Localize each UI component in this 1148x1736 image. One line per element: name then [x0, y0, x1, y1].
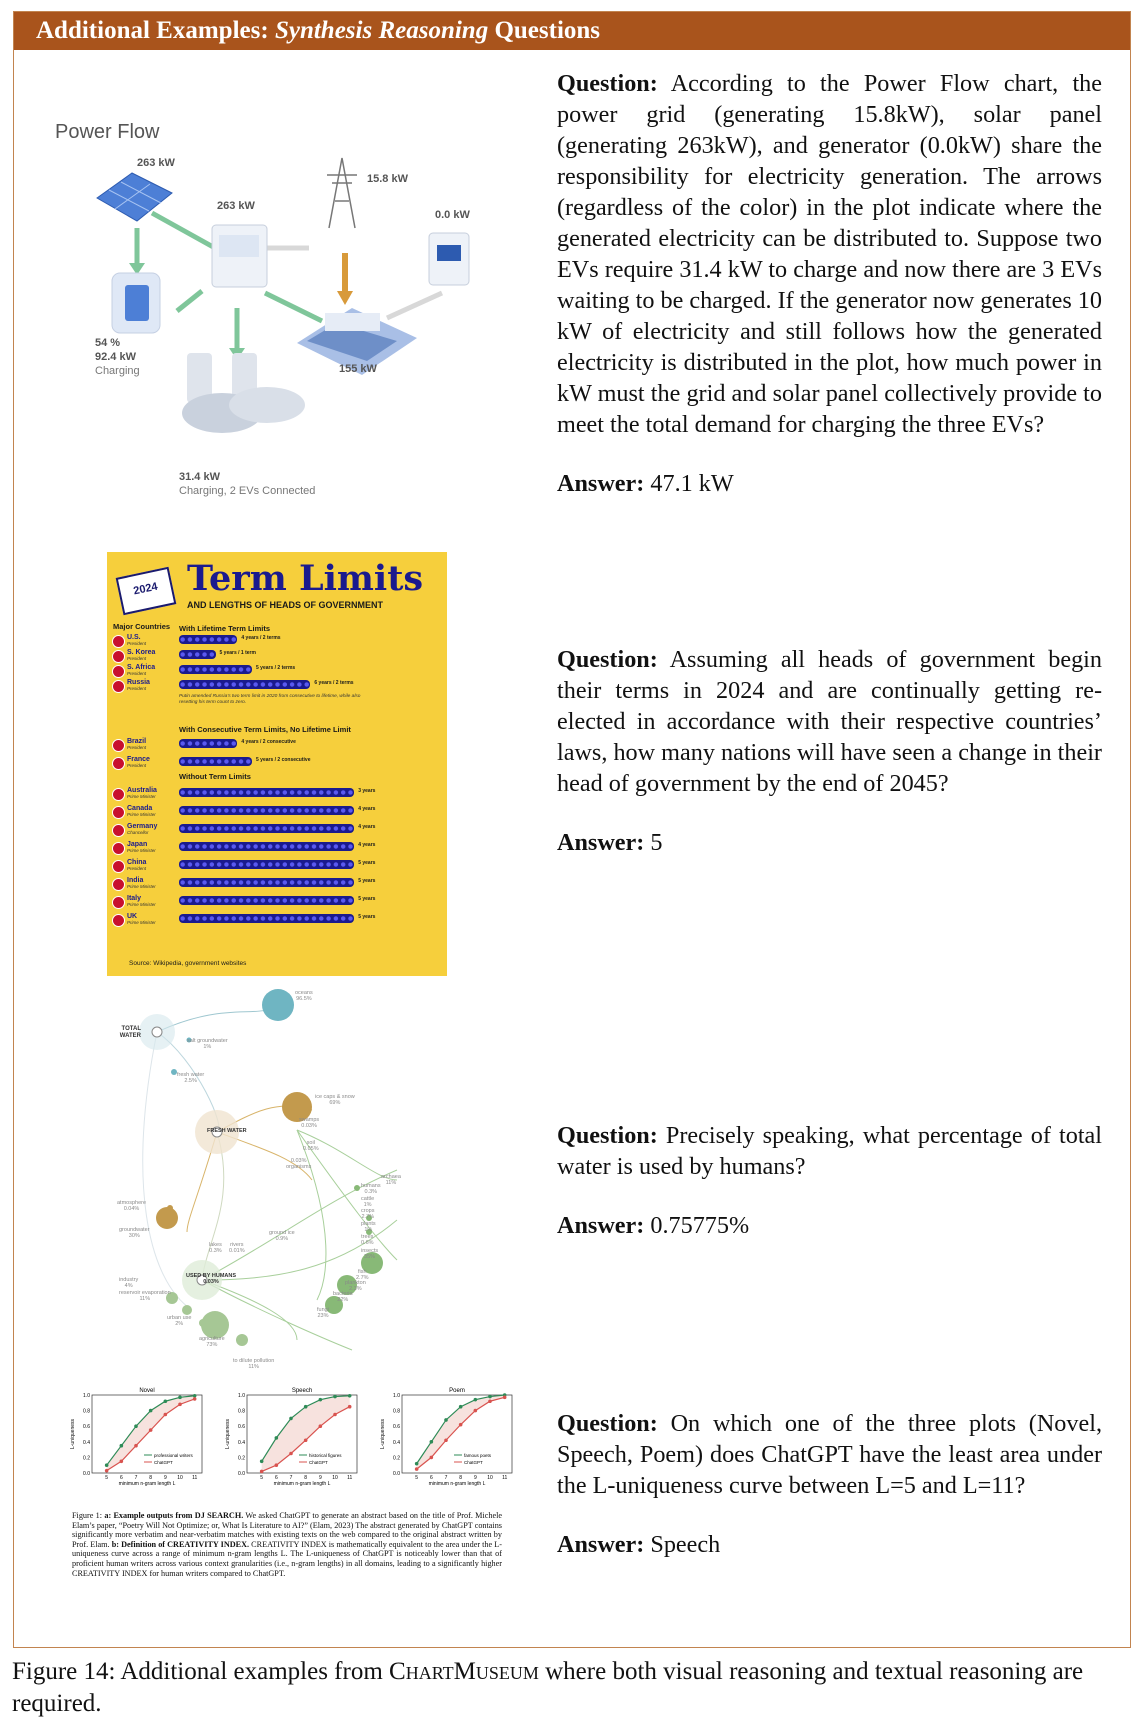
data-point: [134, 1444, 138, 1448]
tl-note: 4 years / 2 terms: [241, 635, 281, 641]
water-node-label: fish 2.7%: [356, 1269, 369, 1281]
water-node-label: cattle 1%: [361, 1196, 375, 1208]
tl-term-bar: [179, 739, 237, 748]
x-tick-label: 5: [415, 1475, 419, 1481]
x-tick-label: 10: [177, 1475, 183, 1481]
data-point: [178, 1396, 182, 1400]
x-tick-label: 8: [304, 1475, 308, 1481]
water-node-label: bacteria 22%: [333, 1291, 353, 1303]
data-point: [120, 1460, 124, 1464]
chart-title: Speech: [291, 1388, 313, 1394]
flag-icon: [112, 635, 125, 648]
question-text: [557, 68, 1102, 440]
question-label: Question:: [557, 646, 658, 673]
answer-body: Speech: [650, 1531, 721, 1558]
data-point: [430, 1440, 434, 1444]
question-body: According to the Power Flow chart, the power grid (generating 15.8kW), solar panel (generating 263kW), and generator (0.0kW) share the responsibility for electricity generation. The arrows (regardless of the color) in the plot indicate where the generated electricity can be distributed to. Suppose two EVs require 31.4 kW to charge and now there are 3 EVs waiting to be charged. If the generator now generates 10 kW of electricity and still follows how the generated electricity is distributed in the plot, how much power in kW must the grid and solar panel collectively provide to meet the total demand for charging the three EVs?: [557, 70, 1102, 438]
water-node-label: USED BY HUMANS 0.03%: [186, 1273, 237, 1285]
water-node-label: plankton 2.3%: [345, 1280, 366, 1292]
header-suffix: Questions: [488, 17, 601, 44]
tl-note: 5 years: [358, 896, 376, 902]
data-point: [459, 1405, 463, 1409]
data-point: [193, 1397, 197, 1401]
water-node-label: salt groundwater 1%: [187, 1038, 228, 1050]
tl-note: 6 years / 2 terms: [314, 680, 354, 686]
water-node-label: oceans 96.5%: [295, 990, 313, 1002]
x-tick-label: 6: [274, 1475, 278, 1481]
x-tick-label: 11: [192, 1475, 198, 1481]
x-tick-label: 6: [429, 1475, 433, 1481]
x-axis-label: minimum n-gram length L: [118, 1481, 176, 1487]
data-point: [474, 1409, 478, 1413]
data-point: [348, 1405, 352, 1409]
water-node-label: lakes 0.3%: [209, 1242, 222, 1254]
water-node-label: ground ice 0.9%: [269, 1230, 295, 1242]
chart-title: Poem: [449, 1388, 465, 1394]
legend-label: historical figures: [309, 1453, 342, 1458]
pf-grid-value: 15.8 kW: [367, 173, 408, 185]
y-tick-label: 0.0: [83, 1471, 90, 1477]
question-body: Assuming all heads of government begin their terms in 2024 and are continually getting re-elected in accordance with their respective countries’ laws, how many nations will have seen a change in their head of government by the end of 2045?: [557, 646, 1102, 797]
y-tick-label: 0.2: [83, 1455, 90, 1462]
water-node-label: agriculture 73%: [199, 1336, 225, 1348]
tl-role: President: [127, 686, 147, 691]
legend-label: professional writers: [154, 1453, 193, 1458]
flag-icon: [112, 788, 125, 801]
water-node-label: plants 1%: [361, 1221, 376, 1233]
water-node-label: trees 0.6%: [361, 1234, 374, 1246]
tl-note: 5 years / 1 term: [219, 650, 256, 656]
water-node-label: rivers 0.01%: [229, 1242, 245, 1254]
tl-country: Germany: [127, 823, 158, 830]
data-point: [488, 1395, 492, 1399]
tl-rows: [107, 622, 447, 962]
data-point: [164, 1399, 168, 1403]
water-node-label: swamps 0.03%: [299, 1117, 320, 1129]
l-uniqueness-panel: [37, 1383, 521, 1623]
x-tick-label: 8: [149, 1475, 153, 1481]
pf-battery-state: Charging: [95, 365, 140, 377]
fig1-b-text: CREATIVITY INDEX is mathematically equivalent to the area under the L-uniqueness curve across a range of minimum n-gram lengths L. The L-uniqueness of ChatGPT is noticeably lower than that of proficient human writers across various context granularities (i.e., n-gram lengths) in all domains, leading to a significantly higher CREATIVITY INDEX for human writers compared to ChatGPT.: [72, 1539, 502, 1578]
tl-note: 4 years / 2 consecutive: [241, 739, 296, 745]
water-node-label: humans 0.3%: [361, 1183, 381, 1195]
tl-role: Prime Minister: [127, 812, 156, 817]
x-tick-label: 6: [119, 1475, 123, 1481]
y-tick-label: 0.2: [238, 1455, 245, 1462]
power-flow-diagram: [37, 113, 521, 511]
tl-country: Russia: [127, 679, 150, 686]
tl-note: 5 years: [358, 860, 376, 866]
tl-term-bar: [179, 878, 354, 887]
data-point: [193, 1394, 197, 1398]
legend-label: ChatGPT: [464, 1460, 483, 1465]
tl-year: 2024: [132, 580, 159, 598]
answer-label: Answer:: [557, 1212, 645, 1239]
tl-role: President: [127, 656, 147, 661]
y-axis-label: L-uniqueness: [225, 1418, 231, 1450]
qa-1: [557, 68, 1102, 499]
water-panel: [107, 980, 450, 1382]
y-tick-label: 0.4: [393, 1439, 400, 1446]
data-point: [164, 1413, 168, 1417]
water-total-label: TOTAL WATER: [119, 1026, 141, 1039]
x-tick-label: 5: [260, 1475, 264, 1481]
tl-country: Canada: [127, 805, 153, 812]
x-tick-label: 7: [444, 1475, 448, 1481]
tl-source: Source: Wikipedia, government websites: [129, 960, 247, 967]
pf-solar-value: 263 kW: [137, 157, 175, 169]
water-node-label: soil 0.05%: [303, 1140, 319, 1152]
y-tick-label: 0.0: [393, 1471, 400, 1477]
tl-term-bar: [179, 757, 252, 766]
data-point: [444, 1418, 448, 1422]
tl-term-bar: [179, 665, 252, 674]
x-tick-label: 7: [134, 1475, 138, 1481]
flag-icon: [112, 650, 125, 663]
x-axis-label: minimum n-gram length L: [428, 1481, 486, 1487]
tl-note: 5 years: [358, 878, 376, 884]
y-tick-label: 1.0: [83, 1393, 90, 1399]
data-point: [333, 1395, 337, 1399]
tl-subtitle: AND LENGTHS OF HEADS OF GOVERNMENT: [187, 600, 384, 610]
figure-caption: [12, 1656, 1137, 1720]
flag-icon: [112, 739, 125, 752]
water-node-label: fresh water 2.5%: [177, 1072, 205, 1084]
flag-icon: [112, 806, 125, 819]
tl-country: Japan: [127, 841, 148, 848]
water-node-label: FRESH WATER: [207, 1128, 247, 1134]
caption-suffix: where both visual reasoning and textual reasoning are required.: [12, 1658, 1084, 1717]
data-point: [348, 1394, 352, 1398]
answer-body: 0.75775%: [650, 1212, 750, 1239]
tl-role: Prime Minister: [127, 848, 156, 853]
flag-icon: [112, 824, 125, 837]
data-point: [149, 1428, 153, 1432]
data-point: [289, 1452, 293, 1456]
question-text: [557, 644, 1102, 799]
answer-text: [557, 1529, 1102, 1560]
tl-term-bar: [179, 860, 354, 869]
data-point: [459, 1423, 463, 1427]
tl-note: 4 years: [358, 824, 376, 830]
pf-house-value: 155 kW: [339, 363, 377, 375]
tl-role: Prime Minister: [127, 920, 156, 925]
tl-country: S. Africa: [127, 664, 156, 671]
tl-country: S. Korea: [127, 649, 156, 656]
data-point: [503, 1396, 507, 1400]
chart-title: Novel: [139, 1388, 155, 1394]
data-point: [415, 1467, 419, 1471]
tl-term-bar: [179, 824, 354, 833]
tl-term-bar: [179, 896, 354, 905]
x-tick-label: 5: [105, 1475, 109, 1481]
data-point: [319, 1424, 323, 1428]
answer-label: Answer:: [557, 1531, 645, 1558]
data-point: [260, 1460, 264, 1464]
pf-inverter-value: 263 kW: [217, 200, 255, 212]
pf-ev-value: 31.4 kW: [179, 471, 220, 483]
fig1-a-bold: a: Example outputs from DJ SEARCH.: [104, 1511, 244, 1520]
y-tick-label: 0.6: [83, 1424, 90, 1431]
y-axis-label: L-uniqueness: [380, 1418, 386, 1450]
data-point: [304, 1405, 308, 1409]
x-axis-label: minimum n-gram length L: [273, 1481, 331, 1487]
tl-calendar-icon: [116, 567, 177, 615]
tl-note: 3 years: [358, 788, 376, 794]
y-tick-label: 0.2: [393, 1455, 400, 1462]
tl-term-bar: [179, 650, 216, 659]
y-tick-label: 1.0: [238, 1393, 245, 1399]
answer-text: [557, 468, 1102, 499]
flag-icon: [112, 860, 125, 873]
tl-term-bar: [179, 788, 354, 797]
power-flow-panel: [37, 113, 521, 511]
qa-3: [557, 1120, 1102, 1241]
tl-country: China: [127, 859, 147, 866]
data-point: [275, 1436, 279, 1440]
y-tick-label: 0.4: [238, 1439, 245, 1446]
answer-label: Answer:: [557, 829, 645, 856]
data-point: [430, 1456, 434, 1460]
fig1-a-text: We asked ChatGPT to generate an abstract based on the title of Prof. Michele Elam’s paper, “Poetry Will Not Optimize; or, What Is Literature to AI?” (Elam, 2023) The abstract generated by ChatGPT contains significantly more verbatim and near-verbatim matches with existing texts on the web compared to the original abstract written by Prof. Elam.: [72, 1511, 502, 1549]
tl-note: 5 years: [358, 914, 376, 920]
y-tick-label: 1.0: [393, 1393, 400, 1399]
legend-label: ChatGPT: [309, 1460, 328, 1465]
tl-title: Term Limits: [187, 558, 424, 599]
y-tick-label: 0.8: [238, 1408, 245, 1415]
water-node-label: groundwater 30%: [119, 1227, 150, 1239]
figure1-caption: [72, 1511, 502, 1578]
tl-country: U.S.: [127, 634, 141, 641]
question-body: Precisely speaking, what percentage of total water is used by humans?: [557, 1122, 1103, 1180]
water-node-label: atmosphere 0.04%: [117, 1200, 147, 1212]
y-tick-label: 0.6: [238, 1424, 245, 1431]
qa-4: [557, 1408, 1102, 1560]
y-tick-label: 0.8: [83, 1408, 90, 1415]
water-node-label: 0.03% organisms: [286, 1158, 312, 1170]
x-tick-label: 10: [487, 1475, 493, 1481]
answer-body: 47.1 kW: [650, 470, 734, 497]
x-tick-label: 8: [459, 1475, 463, 1481]
flag-icon: [112, 878, 125, 891]
tl-note: 4 years: [358, 806, 376, 812]
data-point: [105, 1463, 109, 1467]
l-uniqueness-charts: [37, 1383, 521, 1513]
flag-icon: [112, 914, 125, 927]
data-point: [444, 1438, 448, 1442]
tl-footnote: Putin amended Russia’s two term limit in 2020 from consecutive to lifetime, while also resetting his term count to zero.: [179, 694, 361, 705]
data-point: [149, 1409, 153, 1413]
header-italic: Synthesis Reasoning: [274, 17, 489, 44]
flag-icon: [112, 896, 125, 909]
tl-term-bar: [179, 914, 354, 923]
tl-term-bar: [179, 842, 354, 851]
data-point: [105, 1469, 109, 1473]
fig1-b-bold: b: Definition of CREATIVITY INDEX.: [111, 1539, 250, 1549]
water-node-label: ice caps & snow 69%: [315, 1094, 355, 1106]
pf-battery-pct: 54 %: [95, 337, 121, 349]
data-point: [260, 1470, 264, 1474]
pf-generator-value: 0.0 kW: [435, 209, 470, 221]
question-text: [557, 1408, 1102, 1501]
tl-col-head: Major Countries: [113, 622, 171, 631]
flag-icon: [112, 665, 125, 678]
tl-role: Prime Minister: [127, 884, 156, 889]
question-label: Question:: [557, 1410, 658, 1437]
tl-section-label: Without Term Limits: [179, 772, 251, 781]
answer-text: [557, 1210, 1102, 1241]
water-node-label: urban use 2%: [167, 1315, 192, 1327]
y-tick-label: 0.4: [83, 1439, 90, 1446]
pf-battery-kw: 92.4 kW: [95, 351, 136, 363]
tl-country: UK: [127, 913, 138, 920]
pf-ev-state: Charging, 2 EVs Connected: [179, 485, 316, 497]
water-node-label: insects 35%: [361, 1248, 379, 1260]
data-point: [275, 1463, 279, 1467]
tl-role: Prime Minister: [127, 794, 156, 799]
tl-role: President: [127, 866, 147, 871]
data-point: [134, 1424, 138, 1428]
x-tick-label: 11: [502, 1475, 508, 1481]
data-point: [415, 1462, 419, 1466]
tl-country: Brazil: [127, 738, 147, 745]
tl-role: President: [127, 763, 147, 768]
tl-country: India: [127, 877, 144, 884]
tl-country: Australia: [127, 787, 157, 794]
y-tick-label: 0.0: [238, 1471, 245, 1477]
answer-text: [557, 827, 1102, 858]
legend-label: famous poets: [464, 1453, 492, 1458]
water-node-label: industry 4%: [119, 1277, 139, 1289]
water-node-label: crops 2.7%: [361, 1208, 375, 1220]
tl-term-bar: [179, 635, 237, 644]
qa-2: [557, 644, 1102, 858]
box-header: [14, 12, 1130, 50]
tl-section-label: With Lifetime Term Limits: [179, 624, 271, 633]
question-label: Question:: [557, 70, 658, 97]
x-tick-label: 9: [318, 1475, 322, 1481]
tl-role: Chancellor: [127, 830, 149, 835]
water-node-label: archaea 11%: [381, 1174, 401, 1186]
tl-country: Italy: [127, 895, 142, 902]
caption-prefix: Figure 14: Additional examples from: [12, 1658, 390, 1685]
flag-icon: [112, 680, 125, 693]
water-node-label: to dilute pollution 11%: [233, 1358, 275, 1370]
caption-name: ChartMuseum: [389, 1658, 539, 1685]
y-tick-label: 0.8: [393, 1408, 400, 1415]
header-prefix: Additional Examples:: [36, 17, 275, 44]
data-point: [304, 1438, 308, 1442]
fig1-lead: Figure 1:: [72, 1511, 105, 1520]
answer-body: 5: [650, 829, 663, 856]
x-tick-label: 9: [163, 1475, 167, 1481]
tl-role: President: [127, 745, 147, 750]
tl-note: 5 years / 2 terms: [256, 665, 296, 671]
flag-icon: [112, 757, 125, 770]
tl-note: 4 years: [358, 842, 376, 848]
question-label: Question:: [557, 1122, 658, 1149]
tl-role: Prime Minister: [127, 902, 156, 907]
term-limits-panel: [107, 552, 447, 976]
y-tick-label: 0.6: [393, 1424, 400, 1431]
tl-note: 5 years / 2 consecutive: [256, 757, 311, 763]
x-tick-label: 10: [332, 1475, 338, 1481]
tl-term-bar: [179, 680, 310, 689]
x-tick-label: 7: [289, 1475, 293, 1481]
data-point: [474, 1398, 478, 1402]
data-point: [289, 1417, 293, 1421]
data-point: [333, 1413, 337, 1417]
tl-role: President: [127, 671, 147, 676]
flag-icon: [112, 842, 125, 855]
data-point: [120, 1444, 124, 1448]
tl-country: France: [127, 756, 150, 763]
x-tick-label: 11: [347, 1475, 353, 1481]
tl-role: President: [127, 641, 147, 646]
tl-term-bar: [179, 806, 354, 815]
data-point: [178, 1403, 182, 1407]
pf-title: Power Flow: [55, 121, 160, 143]
x-tick-label: 9: [473, 1475, 477, 1481]
question-body: On which one of the three plots (Novel, Speech, Poem) does ChatGPT have the least area under the L-uniqueness curve between L=5 and L=11?: [557, 1410, 1103, 1499]
data-point: [319, 1398, 323, 1402]
question-text: [557, 1120, 1102, 1182]
legend-label: ChatGPT: [154, 1460, 173, 1465]
y-axis-label: L-uniqueness: [70, 1418, 76, 1450]
water-node-label: fungi 23%: [317, 1307, 329, 1319]
answer-label: Answer:: [557, 470, 645, 497]
data-point: [488, 1399, 492, 1403]
water-node-label: reservoir evaporation 11%: [119, 1290, 171, 1302]
tl-section-label: With Consecutive Term Limits, No Lifetime Limit: [179, 725, 351, 734]
